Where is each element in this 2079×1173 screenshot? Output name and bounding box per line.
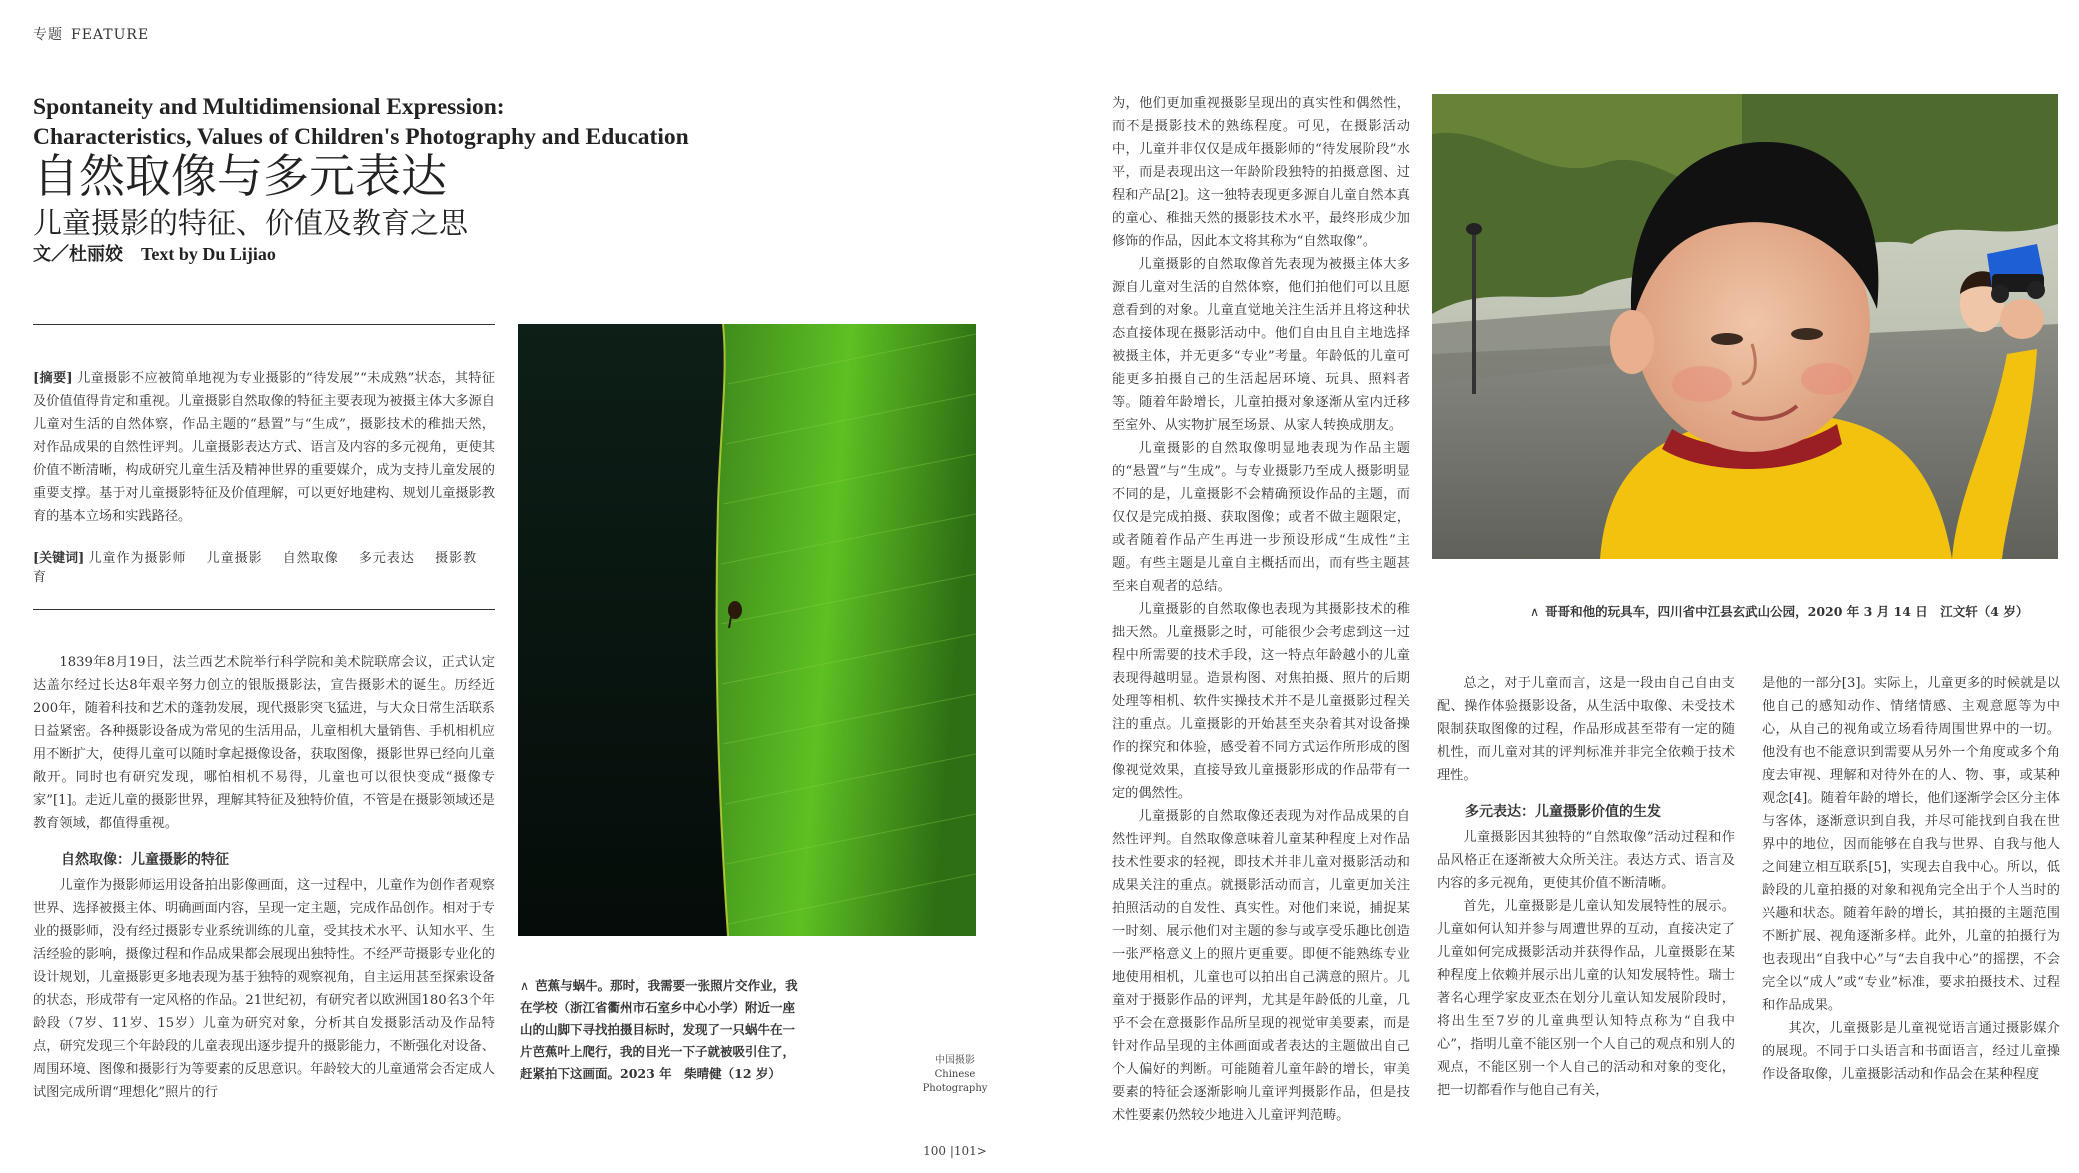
paragraph: 儿童作为摄影师运用设备拍出影像画面，这一过程中，儿童作为创作者观察世界、选择被摄主体、明确画面内容，呈现一定主题，完成作品创作。相对于专业的摄影师，没有经过摄影专业系统训练的儿童，受其技术水平、认知水平、生活经验的影响，摄像过程和作品成果都会展现出独特性。不经严苛摄影专业化的设计规划，儿童摄影更多地表现为基于独特的观察视角，自主运用甚至探索设备的状态，形成带有一定风格的作品。21世纪初，有研究者以欧洲国180名3个年龄段（7岁、11岁、15岁）儿童为研究对象，分析其自发摄影活动及作品特点，研究发现三个年龄段的儿童表现出逐步提升的摄影能力，不断强化对设备、周围环境、图像和摄影行为等要素的反思意识。年龄较大的儿童通常会否定成人试图完成所谓“理想化”照片的行 [33, 878, 495, 1100]
paragraph: 为，他们更加重视摄影呈现出的真实性和偶然性，而不是摄影技术的熟练程度。可见，在摄影活动中，儿童并非仅仅是成年摄影师的“待发展阶段”水平，而是表现出这一年龄阶段独特的拍摄意图、过程和产品[2]。这一独特表现更多源自儿童自然本真的童心、稚拙天然的摄影技术水平，最终形成少加修饰的作品，因此本文将其称为“自然取像”。 [1112, 96, 1410, 249]
paragraph: 是他的一部分[3]。实际上，儿童更多的时候就是以他自己的感知动作、情绪情感、主观意愿等为中心，从自己的视角或立场看待周围世界中的一切。他没有也不能意识到需要从另外一个角度或多个角度去审视、理解和对待外在的人、物、事，或某种观念[4]。随着年龄的增长，他们逐渐学会区分主体与客体，逐渐意识到自我，并尽可能找到自我在世界中的地位，因而能够在自我与世界、自我与他人之间建立相互联系[5]，实现去自我中心。所以，低龄段的儿童拍摄的对象和视角完全出于个人当时的兴趣和状态。随着年龄的增长，其拍摄的主题范围不断扩展、视角逐渐多样。此外，儿童的拍摄行为也表现出“自我中心”与“去自我中心”的摇摆，不会完全以“成人”或“专业”标准，要求拍摄技术、过程和作品成果。 [1762, 676, 2060, 1013]
page-numbers: 100 |101> [923, 1144, 987, 1158]
magazine-name-cn: 中国摄影 [935, 1055, 975, 1066]
paragraph: 首先，儿童摄影是儿童认知发展特性的展示。儿童如何认知并参与周遭世界的互动，直接决定了儿童如何完成摄影活动并获得作品，儿童摄影在某种程度上依赖并展示出儿童的认知发展特性。瑞士著名心理学家皮亚杰在划分儿童认知发展阶段时，将出生至7岁的儿童典型认知特点称为“自我中心”，指明儿童不能区别一个人自己的观点和别人的观点，不能区别一个人自己的活动和对象的变化，把一切都看作与他自己有关， [1437, 899, 1735, 1098]
keyword: 儿童作为摄影师 [88, 551, 187, 566]
leaf-caption-text: 芭蕉与蜗牛。那时，我需要一张照片交作业，我在学校（浙江省衢州市石室乡中心小学）附近一座山的山脚下寻找拍摄目标时，发现了一只蜗牛在一片芭蕉叶上爬行，我的目光一下子就被吸引住了，赶紧拍下这画面。2023 年 柴晴健（12 岁） [520, 978, 798, 1081]
leaf-snail-image [518, 324, 976, 936]
abstract-text: 儿童摄影不应被简单地视为专业摄影的“待发展”“未成熟”状态，其特征及价值值得肯定和重视。儿童摄影自然取像的特征主要表现为被摄主体大多源自儿童对生活的自然体察，作品主题的“悬置”与“生成”，摄影技术的稚拙天然，对作品成果的自然性评判。儿童摄影表达方式、语言及内容的多元视角，更使其价值不断清晰，构成研究儿童生活及精神世界的重要媒介，成为支持儿童发展的重要支撑。基于对儿童摄影特征及价值理解，可以更好地建构、规划儿童摄影教育的基本立场和实践路径。 [33, 371, 495, 524]
english-title-line1: Spontaneity and Multidimensional Expression: [33, 94, 505, 120]
paragraph: 总之，对于儿童而言，这是一段由自己自由支配、操作体验摄影设备，从生活中取像、未受技术限制获取图像的过程，作品形成甚至带有一定的随机性，而儿童对其的评判标准并非完全依赖于技术理性。 [1437, 676, 1735, 783]
magazine-mark [920, 1054, 990, 1096]
keyword: 自然取像 [282, 551, 339, 566]
boy-toy-car-photo [1432, 94, 2058, 559]
byline-en: Text by Du Lijiao [141, 244, 276, 264]
boy-caption-text: 哥哥和他的玩具车，四川省中江县玄武山公园，2020 年 3 月 14 日 江文轩（4 岁） [1545, 604, 2029, 619]
paragraph: 儿童摄影的自然取像首先表现为被摄主体大多源自儿童对生活的自然体察，他们拍他们可以且愿意看到的对象。儿童直觉地关注生活并且将这种状态直接体现在摄影活动中。他们自由且自主地选择被摄主体，并无更多“专业”考量。年龄低的儿童可能更多拍摄自己的生活起居环境、玩具、照料者等。随着年龄增长，儿童拍摄对象逐渐从室内迁移至室外、从实物扩展至场景、从家人转换成朋友。 [1112, 257, 1410, 433]
body-column-3 [1437, 672, 1735, 1102]
byline-cn: 文／杜丽姣 [33, 244, 123, 265]
leaf-snail-photo [518, 324, 976, 936]
paragraph: 儿童摄影的自然取像明显地表现为作品主题的“悬置”与“生成”。与专业摄影乃至成人摄影明显不同的是，儿童摄影不会精确预设作品的主题，而仅仅是完成拍摄、获取图像；或者不做主题限定，或者随着作品产生再进一步预设形成“生成性”主题。有些主题是儿童自主概括而出，而有些主题甚至来自观者的总结。 [1112, 441, 1410, 594]
abstract [33, 367, 495, 528]
magazine-name-en2: Photography [922, 1083, 988, 1094]
paragraph: 1839年8月19日，法兰西艺术院举行科学院和美术院联席会议，正式认定达盖尔经过长达8年艰辛努力创立的银版摄影法，宣告摄影术的诞生。历经近200年，随着科技和艺术的蓬勃发展，现代摄影突飞猛进，与大众日常生活联系日益紧密。各种摄影设备成为常见的生活用品，儿童相机大量销售、手机相机应用不断扩大，使得儿童可以随时拿起摄像设备，获取图像，摄影世界已经向儿童敞开。同时也有研究发现，哪怕相机不易得，儿童也可以很快变成“摄像专家”[1]。走近儿童的摄影世界，理解其特征及独特价值，不管是在摄影领域还是教育领域，都值得重视。 [33, 655, 495, 831]
magazine-name-en1: Chinese [934, 1069, 976, 1080]
paragraph: 其次，儿童摄影是儿童视觉语言通过摄影媒介的展现。不同于口头语言和书面语言，经过儿童操作设备取像，儿童摄影活动和作品会在某种程度 [1762, 1021, 2060, 1082]
chinese-subtitle: 儿童摄影的特征、价值及教育之思 [33, 206, 469, 240]
paragraph: 儿童摄影因其独特的“自然取像”活动过程和作品风格正在逐渐被大众所关注。表达方式、语言及内容的多元视角，更使其价值不断清晰。 [1437, 830, 1735, 891]
section-label-cn: 专题 [33, 27, 63, 43]
keyword: 多元表达 [358, 551, 415, 566]
section-label [33, 24, 157, 44]
keyword: 摄影教育 [33, 551, 478, 585]
divider-top [33, 324, 495, 325]
leaf-photo-caption [520, 975, 798, 1085]
byline [33, 240, 276, 266]
abstract-label: [摘要] [33, 371, 73, 386]
body-column-4 [1762, 672, 2060, 1086]
keywords-label: [关键词] [33, 551, 85, 566]
section-heading: 多元表达：儿童摄影价值的生发 [1465, 804, 1661, 820]
body-column-2 [1112, 92, 1410, 1127]
keywords [33, 547, 495, 585]
body-column-1 [33, 651, 495, 1104]
section-heading: 自然取像：儿童摄影的特征 [61, 852, 229, 868]
caption-marker-icon: ∧ [1530, 604, 1540, 619]
section-label-en: FEATURE [71, 27, 150, 43]
boy-photo-caption [1530, 602, 2050, 620]
paragraph: 儿童摄影的自然取像还表现为对作品成果的自然性评判。自然取像意味着儿童某种程度上对作品技术性要求的轻视，即技术并非儿童对摄影活动和成果关注的重点。就摄影活动而言，儿童更加关注拍照活动的自发性、真实性。对他们来说，捕捉某一时刻、展示他们对主题的参与或享受乐趣比创造一张严格意义上的照片更重要。即便不能熟练专业地使用相机，儿童也可以拍出自己满意的照片。儿童对于摄影作品的评判，尤其是年龄低的儿童，几乎不会在意摄影作品所呈现的视觉审美要素，而是针对作品呈现的主体画面或者表达的主题做出自己个人偏好的判断。可能随着儿童年龄的增长，审美要素的特征会逐渐影响儿童评判摄影作品，但是技术性要素仍然较少地进入儿童评判范畴。 [1112, 809, 1410, 1123]
divider-bottom [33, 609, 495, 610]
keyword: 儿童摄影 [206, 551, 263, 566]
chinese-title: 自然取像与多元表达 [33, 149, 447, 203]
boy-toy-car-image [1432, 94, 2058, 559]
english-title-line2: Characteristics, Values of Children's Photography and Education [33, 124, 689, 150]
paragraph: 儿童摄影的自然取像也表现为其摄影技术的稚拙天然。儿童摄影之时，可能很少会考虑到这一过程中所需要的技术手段，这一特点年龄越小的儿童表现得越明显。造景构图、对焦拍摄、照片的后期处理等相机、软件实操技术并不是儿童摄影过程关注的重点。儿童摄影的开始甚至夹杂着其对设备操作的探究和体验，感受着不同方式运作所形成的图像视觉效果，直接导致儿童摄影形成的作品带有一定的偶然性。 [1112, 602, 1410, 801]
caption-marker-icon: ∧ [520, 978, 530, 993]
english-title [33, 92, 713, 152]
